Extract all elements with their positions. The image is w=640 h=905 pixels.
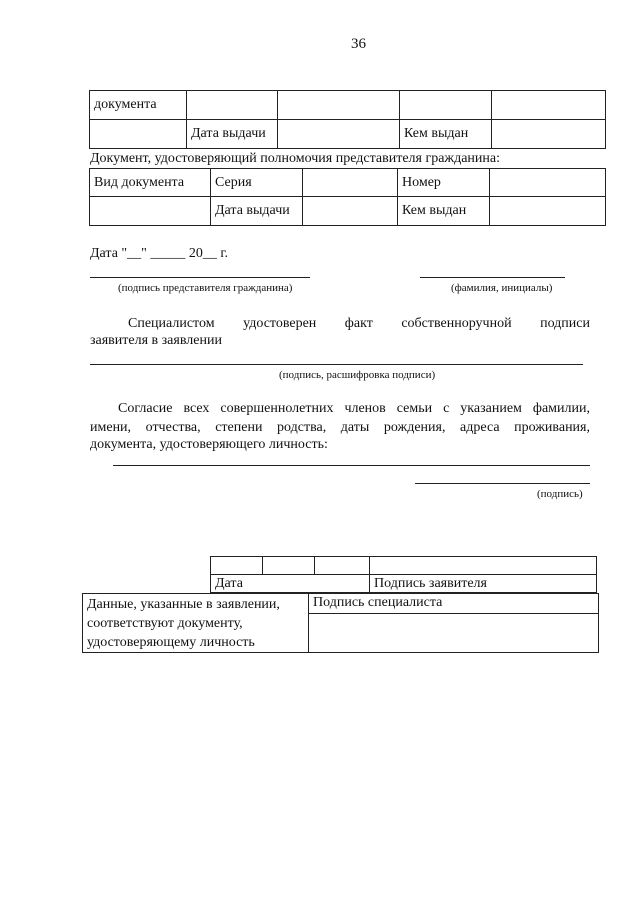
cell-issue-date-value xyxy=(278,120,400,149)
applicant-signature-label-cell: Подпись заявителя xyxy=(370,575,597,593)
cell-issued-by-value xyxy=(492,120,606,149)
signature-decoding-caption: (подпись, расшифровка подписи) xyxy=(279,369,436,381)
cell-document-label: документа xyxy=(90,91,187,120)
specialist-text-line-2: заявителя в заявлении xyxy=(90,333,222,348)
applicant-signature-cell xyxy=(370,557,597,575)
date-line: Дата "__" _____ 20__ г. xyxy=(90,246,228,261)
family-consent-line-2: имени, отчества, степени родства, даты рождения, адреса проживания, xyxy=(90,420,590,435)
cell-issue-date-label: Дата выдачи xyxy=(211,197,303,226)
table-cell xyxy=(187,91,278,120)
cell-issued-by-value xyxy=(490,197,606,226)
date-month-cell xyxy=(263,557,315,575)
family-consent-line-1: Согласие всех совершеннолетних членов семьи с указанием фамилии, xyxy=(118,401,590,416)
cell-issued-by-label: Кем выдан xyxy=(398,197,490,226)
applicant-signature-table xyxy=(210,556,597,593)
date-label-cell: Дата xyxy=(211,575,370,593)
consent-signature-caption: (подпись) xyxy=(537,488,583,500)
representative-document-heading: Документ, удостоверяющий полномочия представителя гражданина: xyxy=(90,151,500,166)
date-day-cell xyxy=(211,557,263,575)
consent-signature-line xyxy=(415,483,590,484)
name-initials-caption: (фамилия, инициалы) xyxy=(451,282,553,294)
identity-document-table xyxy=(89,90,606,149)
page-number: 36 xyxy=(351,36,366,52)
table-cell xyxy=(278,91,400,120)
cell-document-type-label: Вид документа xyxy=(90,169,211,197)
signature-decoding-line xyxy=(90,364,583,365)
specialist-signature-cell xyxy=(309,613,599,652)
name-initials-line xyxy=(420,277,565,278)
specialist-signature-label-cell: Подпись специалиста xyxy=(309,594,599,614)
family-consent-entry-line xyxy=(113,465,590,466)
cell-issue-date-value xyxy=(303,197,398,226)
data-verified-line-1: Данные, указанные в заявлении, xyxy=(87,597,280,612)
table-cell xyxy=(492,91,606,120)
specialist-verification-table xyxy=(82,593,599,653)
representative-document-table xyxy=(89,168,606,226)
family-consent-line-3: документа, удостоверяющего личность: xyxy=(90,437,328,452)
cell-series-value xyxy=(303,169,398,197)
cell-issued-by-label: Кем выдан xyxy=(400,120,492,149)
cell-number-label: Номер xyxy=(398,169,490,197)
cell-issue-date-label: Дата выдачи xyxy=(187,120,278,149)
data-verified-line-2: соответствуют документу, xyxy=(87,616,243,631)
rep-signature-caption: (подпись представителя гражданина) xyxy=(118,282,293,294)
date-year-cell xyxy=(315,557,370,575)
table-cell xyxy=(400,91,492,120)
data-verified-cell xyxy=(83,594,309,653)
table-cell xyxy=(90,120,187,149)
cell-number-value xyxy=(490,169,606,197)
cell-series-label: Серия xyxy=(211,169,303,197)
specialist-text-line-1: Специалистом удостоверен факт собственноручной подписи xyxy=(128,316,590,331)
table-cell xyxy=(90,197,211,226)
data-verified-line-3: удостоверяющему личность xyxy=(87,635,255,650)
rep-signature-line xyxy=(90,277,310,278)
specialist-certification-text xyxy=(90,314,590,333)
